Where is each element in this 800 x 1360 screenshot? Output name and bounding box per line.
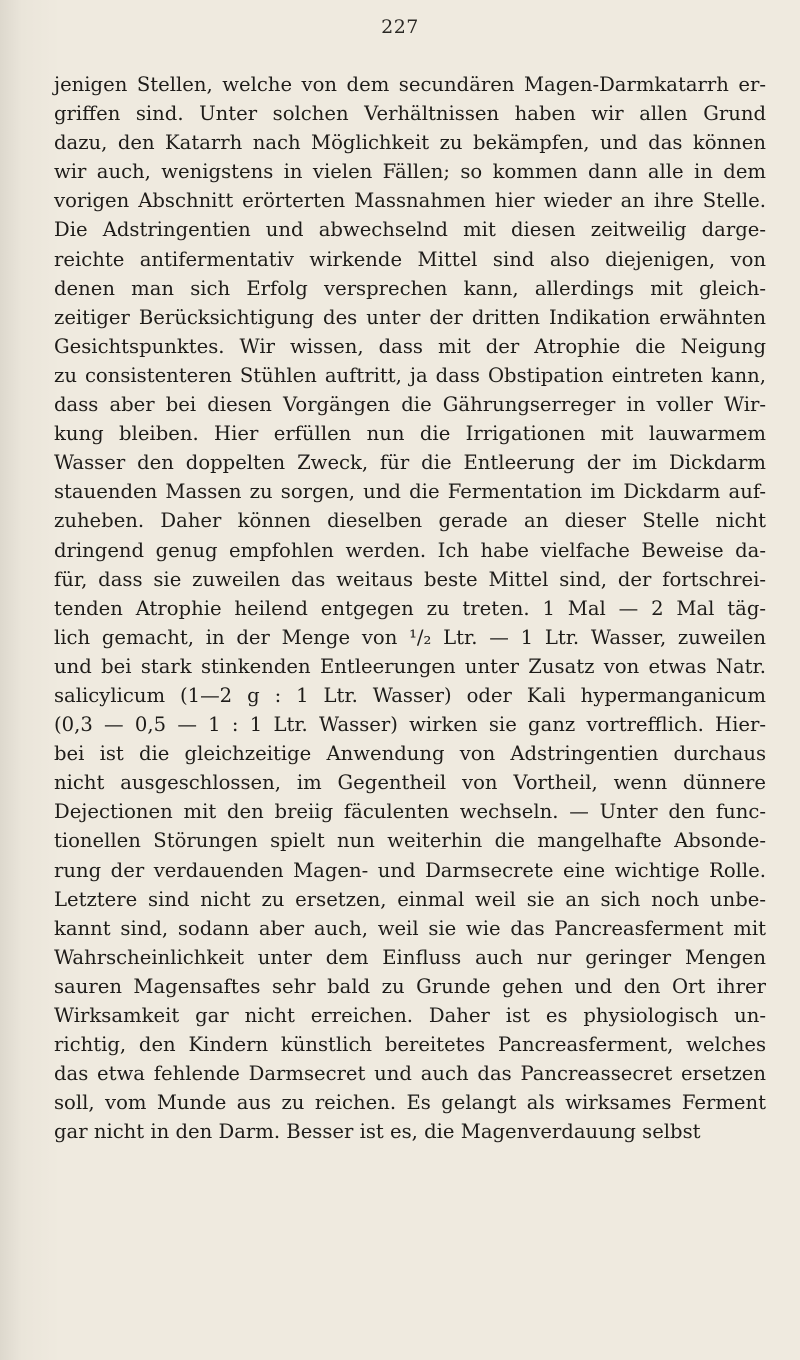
text-line: zuheben. Daher können dieselben gerade an dieser Stelle nicht <box>54 509 766 533</box>
text-line: kannt sind, sodann aber auch, weil sie wie das Pancreasferment mit <box>54 916 766 940</box>
text-line: gar nicht in den Darm. Besser ist es, die Magenverdauung selbst <box>54 1120 701 1144</box>
text-line: sauren Magensaftes sehr bald zu Grunde gehen und den Ort ihrer <box>54 974 766 998</box>
text-line: zu consistenteren Stühlen auftritt, ja dass Obstipation eintreten kann, <box>54 363 766 387</box>
text-line: nicht ausgeschlossen, im Gegentheil von Vortheil, wenn dünnere <box>54 771 766 795</box>
text-line: für, dass sie zuweilen das weitaus beste Mittel sind, der fortschrei- <box>54 567 766 591</box>
text-line: dazu, den Katarrh nach Möglichkeit zu bekämpfen, und das können <box>54 131 766 155</box>
text-line: lich gemacht, in der Menge von ¹/₂ Ltr. — 1 Ltr. Wasser, zuweilen <box>54 625 766 649</box>
text-line: Wahrscheinlichkeit unter dem Einfluss auch nur geringer Mengen <box>54 945 766 969</box>
text-line: Wirksamkeit gar nicht erreichen. Daher ist es physiologisch un- <box>54 1004 766 1027</box>
text-line: rung der verdauenden Magen- und Darmsecrete eine wichtige Rolle. <box>54 858 766 882</box>
text-line: denen man sich Erfolg versprechen kann, allerdings mit gleich- <box>54 276 766 300</box>
text-line: Die Adstringentien und abwechselnd mit diesen zeitweilig darge- <box>54 218 766 242</box>
text-line: richtig, den Kindern künstlich bereitetes Pancreasferment, welches <box>54 1033 766 1057</box>
text-line: Wasser den doppelten Zweck, für die Entleerung der im Dickdarm <box>54 451 766 475</box>
text-line: jenigen Stellen, welche von dem secundären Magen-Darmkatarrh er- <box>54 73 766 96</box>
text-line: dringend genug empfohlen werden. Ich habe vielfache Beweise da- <box>54 538 766 562</box>
text-line: salicylicum (1—2 g : 1 Ltr. Wasser) oder Kali hypermanganicum <box>54 683 766 707</box>
body-text <box>54 70 766 1146</box>
text-line: Letztere sind nicht zu ersetzen, einmal weil sie an sich noch unbe- <box>54 887 766 911</box>
text-line: tenden Atrophie heilend entgegen zu treten. 1 Mal — 2 Mal täg- <box>54 596 766 620</box>
text-line: und bei stark stinkenden Entleerungen unter Zusatz von etwas Natr. <box>54 654 766 678</box>
text-line: zeitiger Berücksichtigung des unter der dritten Indikation erwähnten <box>54 305 766 329</box>
text-line: kung bleiben. Hier erfüllen nun die Irrigationen mit lauwarmem <box>54 422 766 446</box>
text-line: (0,3 — 0,5 — 1 : 1 Ltr. Wasser) wirken sie ganz vortrefflich. Hier- <box>54 713 766 737</box>
text-line: bei ist die gleichzeitige Anwendung von Adstringentien durchaus <box>54 742 766 766</box>
text-line: stauenden Massen zu sorgen, und die Fermentation im Dickdarm auf- <box>54 480 766 504</box>
page-number: 227 <box>381 16 419 38</box>
text-line: wir auch, wenigstens in vielen Fällen; so kommen dann alle in dem <box>54 160 766 184</box>
text-line: Gesichtspunktes. Wir wissen, dass mit der Atrophie die Neigung <box>54 334 766 358</box>
text-line: Dejectionen mit den breiig fäculenten wechseln. — Unter den func- <box>54 800 766 824</box>
text-line: griffen sind. Unter solchen Verhältnissen haben wir allen Grund <box>54 102 766 126</box>
text-line: das etwa fehlende Darmsecret und auch das Pancreassecret ersetzen <box>54 1062 766 1086</box>
text-line: dass aber bei diesen Vorgängen die Gährungserreger in voller Wir- <box>54 393 766 417</box>
text-line: vorigen Abschnitt erörterten Massnahmen hier wieder an ihre Stelle. <box>54 189 766 213</box>
text-line: reichte antifermentativ wirkende Mittel sind also diejenigen, von <box>54 247 766 271</box>
text-line: soll, vom Munde aus zu reichen. Es gelangt als wirksames Ferment <box>54 1091 766 1115</box>
text-line: tionellen Störungen spielt nun weiterhin die mangelhafte Absonde- <box>54 829 766 853</box>
